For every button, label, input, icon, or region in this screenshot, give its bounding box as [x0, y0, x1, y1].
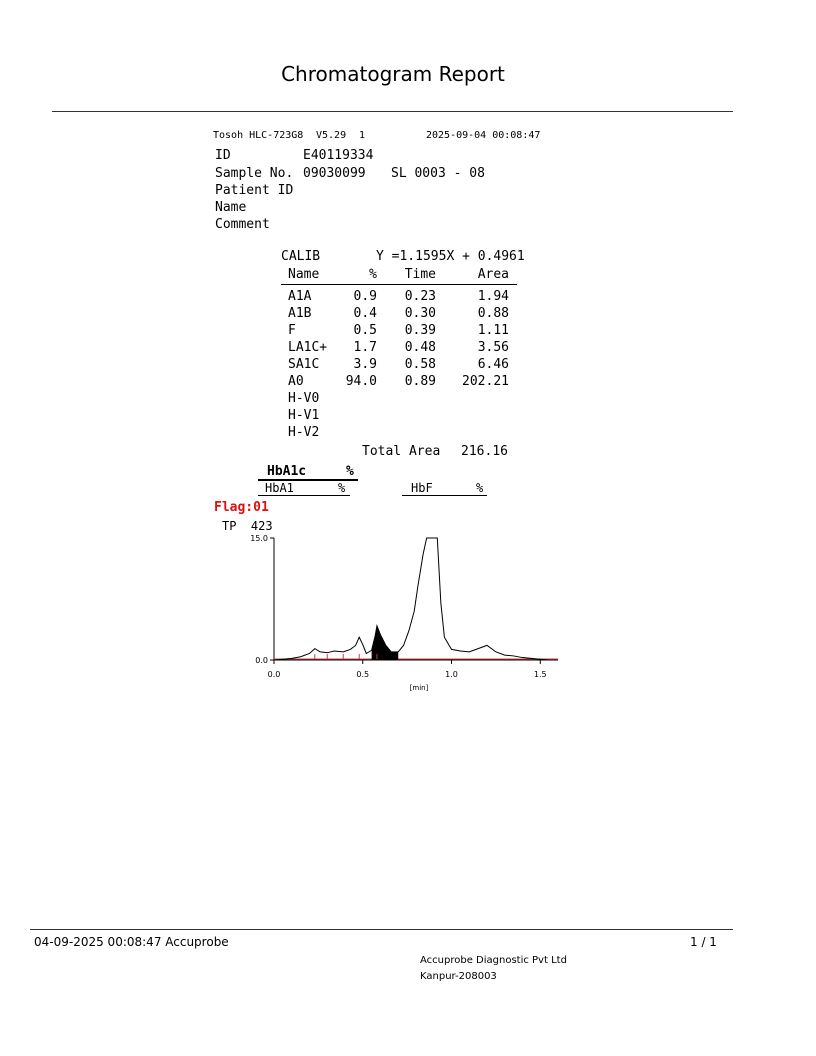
calib-equation: Y =1.1595X + 0.4961 [376, 249, 525, 264]
cell-time: 0.58 [404, 357, 436, 372]
patient-id-label: Patient ID [215, 183, 294, 198]
hbf-label: HbF [411, 481, 433, 495]
hbf-unit: % [476, 481, 484, 495]
id-value: E40119334 [303, 148, 374, 163]
cell-name: H-V1 [288, 408, 320, 423]
tp-value: TP 423 [222, 519, 273, 533]
footer-company: Accuprobe Diagnostic Pvt Ltd [420, 955, 567, 966]
id-label: ID [215, 148, 231, 163]
instrument-datetime: 2025-09-04 00:08:47 [426, 130, 541, 141]
cell-name: A0 [288, 374, 304, 389]
cell-name: SA1C [288, 357, 320, 372]
bottom-divider [30, 929, 733, 930]
sample-value: 09030099 [303, 166, 366, 181]
report-title: Chromatogram Report [281, 62, 505, 86]
name-label: Name [215, 200, 247, 215]
cell-percent: 94.0 [345, 374, 377, 389]
cell-name: A1B [288, 306, 312, 321]
footer-city: Kanpur-208003 [420, 971, 497, 982]
cell-name: H-V0 [288, 391, 320, 406]
total-area-value: 216.16 [461, 444, 508, 459]
cell-time: 0.39 [404, 323, 436, 338]
footer-page: 1 / 1 [690, 935, 717, 949]
cell-time: 0.23 [404, 289, 436, 304]
cell-area: 3.56 [477, 340, 509, 355]
footer-datetime: 04-09-2025 00:08:47 Accuprobe [34, 935, 229, 949]
chromatogram-trace [274, 538, 549, 660]
header-time: Time [404, 267, 436, 282]
header-name: Name [288, 267, 320, 282]
cell-name: A1A [288, 289, 312, 304]
x-axis-label: [min] [409, 684, 429, 692]
cell-percent: 0.5 [353, 323, 377, 338]
cell-time: 0.30 [404, 306, 436, 321]
instrument-version: V5.29 [316, 130, 347, 141]
y-tick-label: 15.0 [250, 534, 268, 543]
calib-label: CALIB [281, 249, 321, 264]
total-area-label: Total Area [362, 444, 441, 459]
cell-time: 0.48 [404, 340, 436, 355]
cell-area: 1.11 [477, 323, 509, 338]
hba1c-label: HbA1c [267, 464, 307, 479]
header-area: Area [477, 267, 509, 282]
hba1-unit: % [338, 481, 346, 495]
cell-area: 6.46 [477, 357, 509, 372]
cell-name: H-V2 [288, 425, 320, 440]
x-tick-label: 0.5 [356, 670, 370, 679]
x-tick-label: 1.0 [445, 670, 458, 679]
y-tick-label: 0.0 [255, 656, 268, 665]
cell-name: LA1C+ [288, 340, 328, 355]
cell-name: F [288, 323, 296, 338]
cell-percent: 3.9 [353, 357, 377, 372]
sl-value: SL 0003 - 08 [391, 166, 485, 181]
instrument-unit: 1 [359, 130, 366, 141]
cell-percent: 1.7 [353, 340, 377, 355]
hba1-label: HbA1 [265, 481, 294, 495]
x-tick-label: 1.5 [533, 670, 547, 679]
cell-area: 0.88 [477, 306, 509, 321]
hba1c-unit: % [346, 464, 354, 479]
cell-percent: 0.9 [353, 289, 377, 304]
cell-percent: 0.4 [353, 306, 377, 321]
cell-time: 0.89 [404, 374, 436, 389]
header-percent: % [369, 267, 377, 282]
flag-text: Flag:01 [214, 500, 269, 515]
cell-area: 202.21 [462, 374, 509, 389]
sample-label: Sample No. [215, 166, 294, 181]
comment-label: Comment [215, 217, 270, 232]
x-tick-label: 0.0 [267, 670, 281, 679]
cell-area: 1.94 [477, 289, 509, 304]
instrument-model: Tosoh HLC-723G8 [213, 130, 304, 141]
